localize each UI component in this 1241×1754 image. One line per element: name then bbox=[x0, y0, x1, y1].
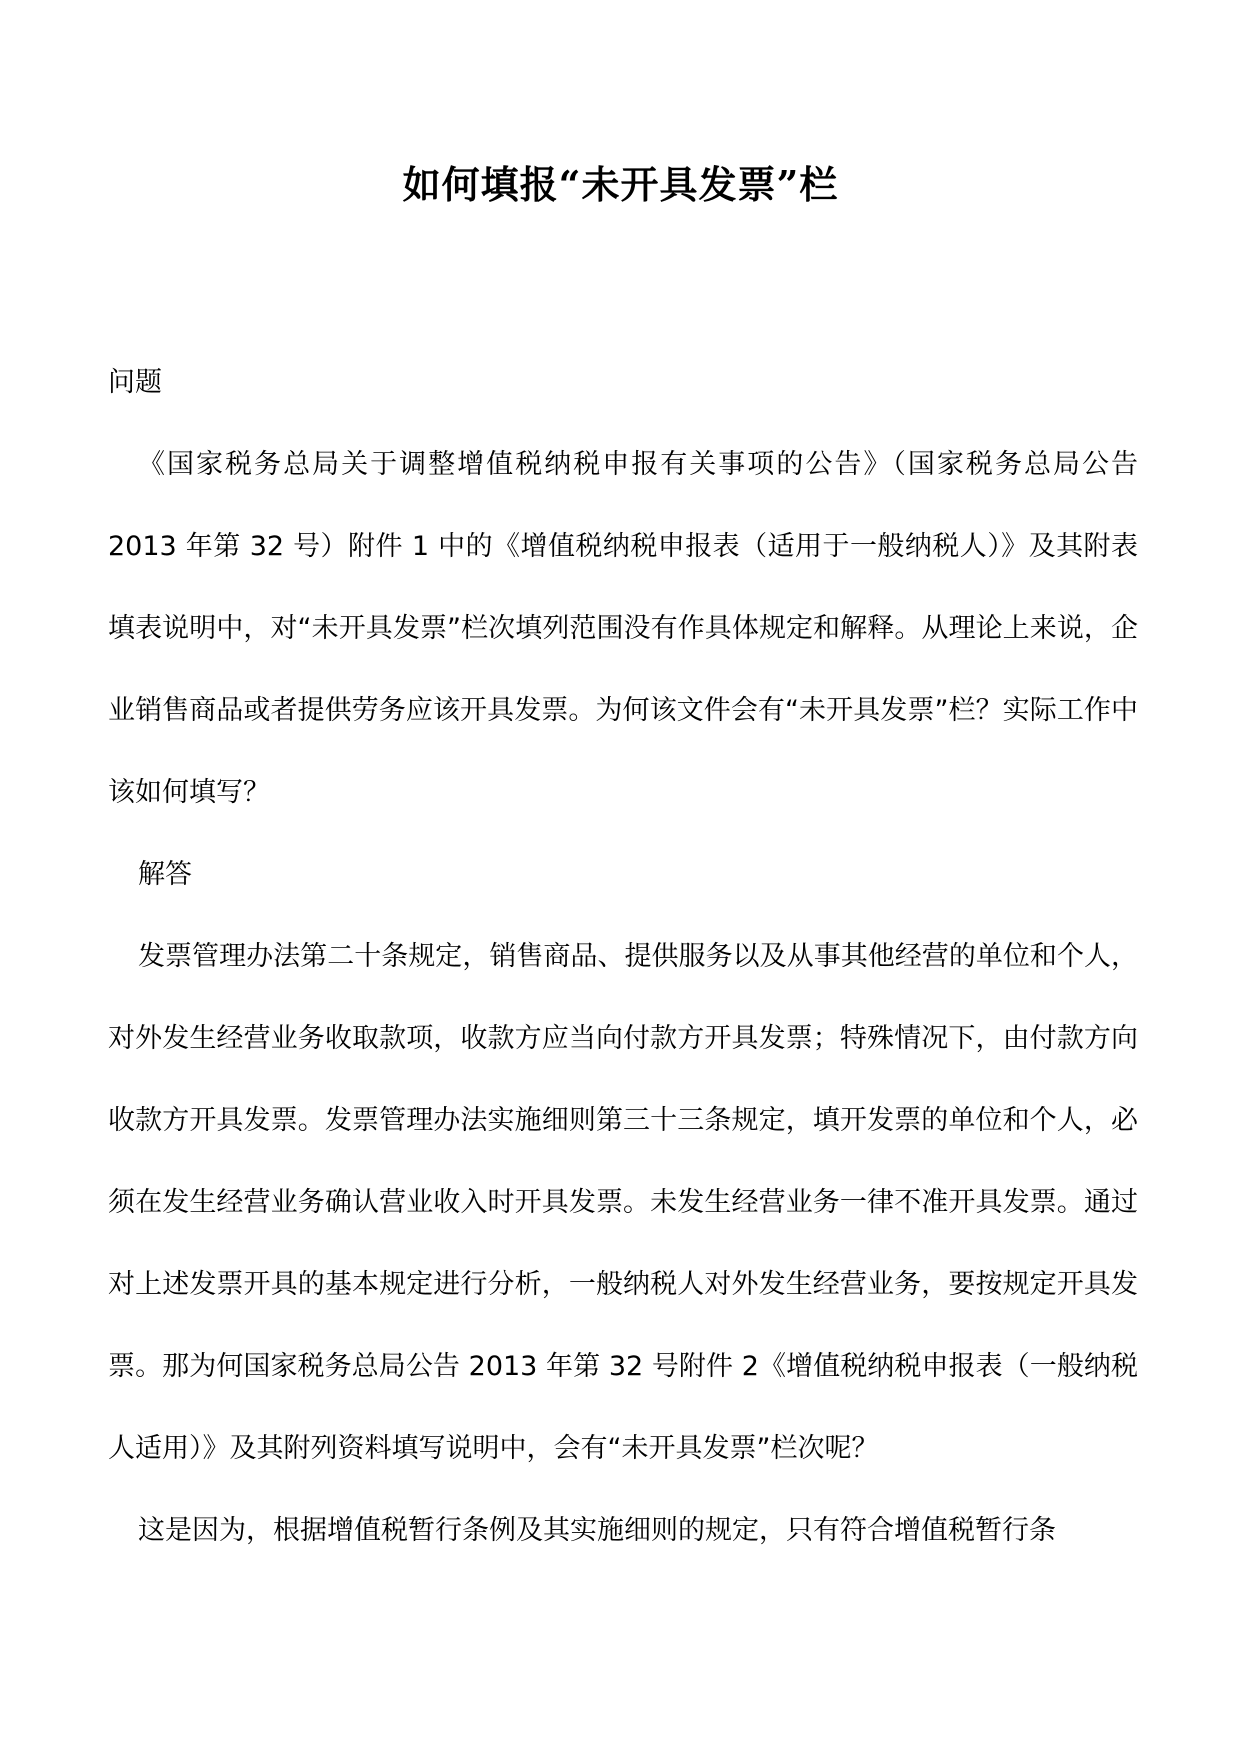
answer-paragraph-2: 这是因为，根据增值税暂行条例及其实施细则的规定，只有符合增值税暂行条 bbox=[138, 1515, 1056, 1546]
question-heading: 问题 bbox=[108, 367, 162, 398]
question-paragraph: 《国家税务总局关于调整增值税纳税申报有关事项的公告》（国家税务总局公告 2013 年第 32 号）附件 1 中的《增值税纳税申报表（适用于一般纳税人）》及其附表填表说明中，对“未开具发票”栏次填列范围没有作具体规定和解释。从理论上来说，企业销售商品或者提供劳务应该开具发票。为何该文件会有“未开具发票”栏？实际工作中该如何填写？ bbox=[108, 449, 1138, 808]
document-title: 如何填报“未开具发票”栏 bbox=[402, 162, 839, 207]
answer-paragraph-1: 发票管理办法第二十条规定，销售商品、提供服务以及从事其他经营的单位和个人，对外发生经营业务收取款项，收款方应当向付款方开具发票；特殊情况下，由付款方向收款方开具发票。发票管理办法实施细则第三十三条规定，填开发票的单位和个人，必须在发生经营业务确认营业收入时开具发票。未发生经营业务一律不准开具发票。通过对上述发票开具的基本规定进行分析，一般纳税人对外发生经营业务，要按规定开具发票。那为何国家税务总局公告 2013 年第 32 号附件 2《增值税纳税申报表（一般纳税人适用）》及其附列资料填写说明中，会有“未开具发票”栏次呢？ bbox=[108, 941, 1138, 1464]
document-body bbox=[108, 342, 1138, 1572]
answer-heading: 解答 bbox=[138, 859, 192, 890]
